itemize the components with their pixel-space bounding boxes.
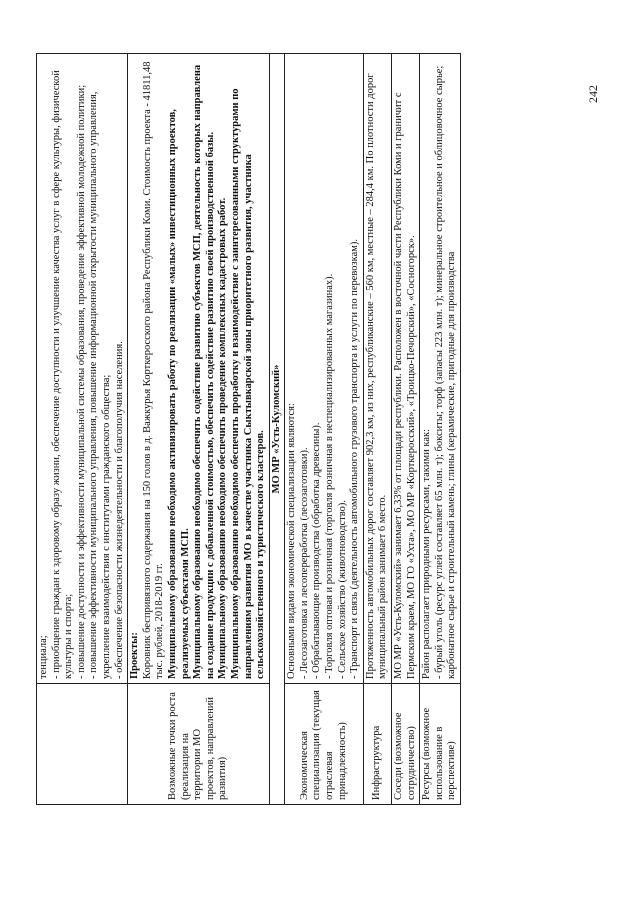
growth-item: Муниципальному образованию необходимо активизировать работу по реализации «малых» инвестиционных проектов, реализуемых субъектами МСП. xyxy=(166,109,191,679)
specialization-line: - Транспорт и связь (деятельность автомобильного грузового транспорта и услуги по перевозкам). xyxy=(349,238,361,679)
growth-item: Муниципальному образованию необходимо обеспечить содействие развитию субъектов МСП, деятельность которых направлена на создание продукции с добавленной стоимостью, обеспечить содействие развитию своей производственной базы. xyxy=(192,64,216,679)
potential-line: - повышение доступности и эффективности муниципальной системы образования, проведение эффективной молодежной политики; xyxy=(75,84,87,679)
table-row-potential xyxy=(37,54,128,805)
info-table xyxy=(36,53,461,805)
specialization-line: - Сельское хозяйство (животноводство). xyxy=(336,499,348,679)
resources-line: - бурый уголь (ресурс углей составляет 65 млн. т); бокситы; торф (запасы 223 млн. т); минеральное строительное и облицовочное сырье; карбонатное сырье и строительный камень; глины (керамические, пригодные для производства xyxy=(433,65,458,679)
project-text: Коровник беспривязного содержания на 150 голов в д. Важкурья Корткеросского района Республики Коми. Стоимость проекта - 41811,48 тыс. рублей, 2018-2019 гг. xyxy=(141,61,166,679)
potential-line: - обеспечение безопасности жизнедеятельности и благополучия населения. xyxy=(113,341,125,679)
resources-line: Район располагает природными ресурсами, такими как: xyxy=(421,428,433,679)
growth-cell xyxy=(128,54,270,684)
potential-line: тенциала; xyxy=(38,635,49,679)
neighbors-cell: МО МР «Усть-Куломский» занимает 6,33% от площади республики. Расположен в восточной части Республики Коми и граничит с Пермским краем, МО ГО «Ухта», МО МР «Корткеросский», «Троицко-Печорский», «Сосногорск». xyxy=(392,54,420,684)
potential-line: - приобщение граждан к здоровому образу жизни, обеспечение доступности и улучшение качества услуг в сфере культуры, физической культуры и спорта; xyxy=(50,70,75,679)
table-row-specialization xyxy=(285,54,364,805)
growth-item: Муниципальному образованию необходимо обеспечить проработку и взаимодействие с заинтересованными структурами по направлениям развития МО в качестве участника Сыктывкарской зоны приоритетного развития, участника сельскохозяйственного и туристического кластеров. xyxy=(229,88,267,679)
specialization-line: - Торговля оптовая и розничная (торговля розничная в неспециализированных магазинах). xyxy=(324,273,336,679)
table-row-infrastructure xyxy=(363,54,391,805)
section-title: МО МР «Усть-Куломский» xyxy=(269,54,285,805)
resources-label: Ресурсы (возможное использование в перспективе) xyxy=(420,684,461,805)
table-row-section xyxy=(269,54,285,805)
table-row-neighbors xyxy=(392,54,420,805)
specialization-line: - Лесозаготовка и лесопереработка (лесозаготовки). xyxy=(298,447,310,679)
specialization-cell xyxy=(285,54,364,684)
neighbors-label: Соседи (возможное сотрудничество) xyxy=(392,684,420,805)
table-row-resources xyxy=(420,54,461,805)
resources-cell xyxy=(420,54,461,684)
page-number: 242 xyxy=(586,85,600,103)
row-label-empty xyxy=(37,684,128,805)
specialization-line: Основными видами экономической специализации являются: xyxy=(286,403,298,679)
specialization-line: - Обрабатывающие производства (обработка древесины). xyxy=(311,422,323,679)
growth-item: Муниципальному образованию необходимо обеспечить проведение комплексных кадастровых работ. xyxy=(217,197,229,679)
table-row-growth xyxy=(128,54,270,805)
potential-line: - повышение эффективности муниципального управления, повышение информационной открытости муниципального управления, укрепление взаимодействия с институтами гражданского общества; xyxy=(88,91,112,679)
specialization-label: Экономическая специализация (текущая отраслевая принадлежность) xyxy=(285,684,364,805)
infrastructure-label: Инфраструктура xyxy=(363,684,391,805)
potential-cell xyxy=(37,54,128,684)
growth-label: Возможные точки роста (реализация на территории МО проектов, направлений развития) xyxy=(128,684,270,805)
projects-title: Проекты: xyxy=(129,632,141,679)
infrastructure-cell: Протяженность автомобильных дорог составляет 902,3 км, из них, республиканские – 560 км, местные – 284,4 км. По плотности дорог муниципальный район занимает 6 место. xyxy=(363,54,391,684)
